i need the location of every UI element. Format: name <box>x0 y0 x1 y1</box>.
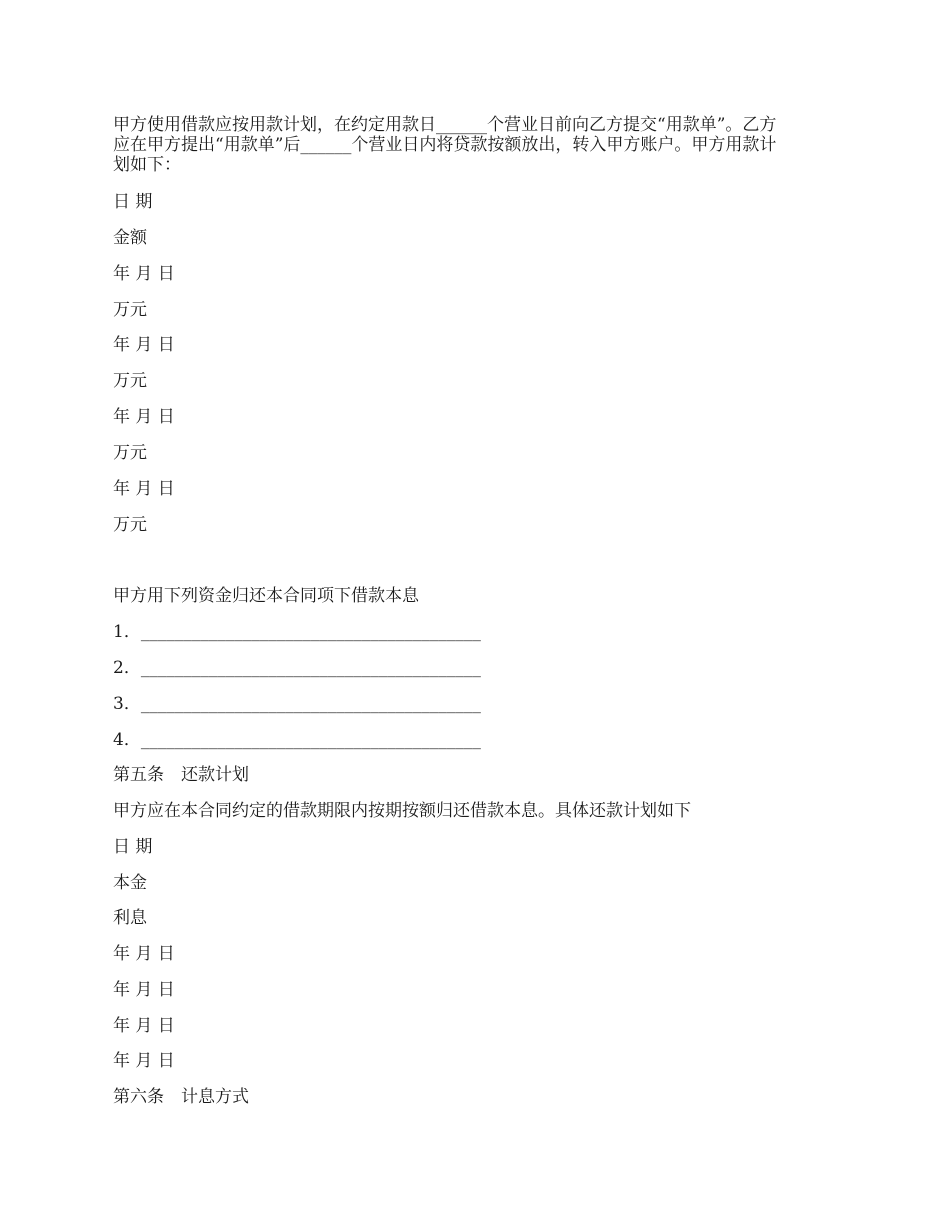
drawdown-row-1-date: 年 月 日 <box>113 264 175 284</box>
drawdown-row-3-amount: 万元 <box>113 443 147 463</box>
drawdown-header-amount: 金额 <box>113 228 147 248</box>
repayment-row-1-date: 年 月 日 <box>113 944 175 964</box>
drawdown-row-3-date: 年 月 日 <box>113 407 175 427</box>
repayment-header-interest: 利息 <box>113 908 147 928</box>
repayment-header-date: 日 期 <box>113 837 153 857</box>
article5-heading: 第五条 还款计划 <box>113 765 249 785</box>
drawdown-row-2-amount: 万元 <box>113 371 147 391</box>
funds-item-3: 3．________________________________________ <box>113 694 481 714</box>
funds-item-2: 2．________________________________________ <box>113 658 481 678</box>
repayment-row-4-date: 年 月 日 <box>113 1051 175 1071</box>
drawdown-header-date: 日 期 <box>113 192 153 212</box>
drawdown-row-1-amount: 万元 <box>113 300 147 320</box>
intro-line-1: 甲方使用借款应按用款计划，在约定用款日______个营业日前向乙方提交“用款单”。乙方 <box>113 115 777 135</box>
drawdown-row-4-date: 年 月 日 <box>113 479 175 499</box>
funds-item-1: 1．________________________________________ <box>113 622 481 642</box>
intro-line-2: 应在甲方提出“用款单”后______个营业日内将贷款按额放出，转入甲方账户。甲方用款计 <box>113 135 777 155</box>
article6-heading: 第六条 计息方式 <box>113 1087 249 1107</box>
intro-line-3: 划如下： <box>113 155 181 175</box>
drawdown-row-2-date: 年 月 日 <box>113 335 175 355</box>
funds-item-4: 4．________________________________________ <box>113 730 481 750</box>
repayment-row-3-date: 年 月 日 <box>113 1016 175 1036</box>
funds-section-title: 甲方用下列资金归还本合同项下借款本息 <box>113 586 419 606</box>
repayment-row-2-date: 年 月 日 <box>113 980 175 1000</box>
drawdown-row-4-amount: 万元 <box>113 515 147 535</box>
article5-body: 甲方应在本合同约定的借款期限内按期按额归还借款本息。具体还款计划如下 <box>113 801 691 821</box>
intro-paragraph <box>113 115 828 175</box>
repayment-header-principal: 本金 <box>113 873 147 893</box>
